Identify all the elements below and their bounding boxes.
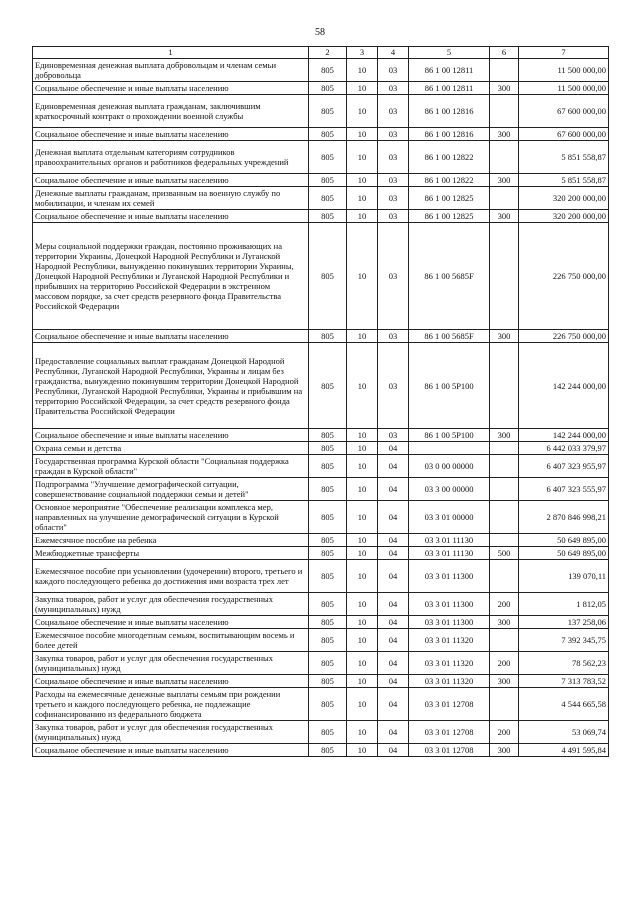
table-row <box>33 442 609 455</box>
row-name: Социальное обеспечение и иные выплаты населению <box>33 210 309 223</box>
row-expense-type: 300 <box>490 744 519 757</box>
row-target-article: 86 1 00 12811 <box>409 82 490 95</box>
row-name: Закупка товаров, работ и услуг для обеспечения государственных (муниципальных) нужд <box>33 652 309 675</box>
page-number: 58 <box>315 27 325 38</box>
table-row <box>33 721 609 744</box>
row-name: Ежемесячное пособие на ребенка <box>33 534 309 547</box>
table-row <box>33 547 609 560</box>
row-admin-code: 805 <box>309 59 347 82</box>
row-target-article: 03 3 01 11300 <box>409 616 490 629</box>
row-target-article: 03 3 01 12708 <box>409 688 490 721</box>
row-admin-code: 805 <box>309 593 347 616</box>
row-name: Ежемесячное пособие многодетным семьям, воспитывающим восемь и более детей <box>33 629 309 652</box>
row-admin-code: 805 <box>309 174 347 187</box>
column-header: 6 <box>490 47 519 59</box>
row-subsection: 04 <box>378 560 409 593</box>
row-name: Социальное обеспечение и иные выплаты населению <box>33 744 309 757</box>
row-amount: 50 649 895,00 <box>519 547 609 560</box>
row-name: Единовременная денежная выплата гражданам, заключившим краткосрочный контракт о прохождении военной службы <box>33 95 309 128</box>
row-amount: 4 491 595,84 <box>519 744 609 757</box>
row-amount: 320 200 000,00 <box>519 210 609 223</box>
row-amount: 6 407 323 955,97 <box>519 455 609 478</box>
row-subsection: 04 <box>378 675 409 688</box>
row-target-article: 03 3 01 11320 <box>409 652 490 675</box>
row-subsection: 04 <box>378 616 409 629</box>
row-amount: 137 258,06 <box>519 616 609 629</box>
row-subsection: 03 <box>378 174 409 187</box>
row-admin-code: 805 <box>309 547 347 560</box>
row-amount: 139 070,11 <box>519 560 609 593</box>
row-subsection: 03 <box>378 223 409 330</box>
row-target-article: 86 1 00 5685F <box>409 330 490 343</box>
row-expense-type <box>490 95 519 128</box>
row-name: Закупка товаров, работ и услуг для обеспечения государственных (муниципальных) нужд <box>33 593 309 616</box>
row-expense-type <box>490 534 519 547</box>
row-target-article: 03 3 01 11130 <box>409 547 490 560</box>
table-row <box>33 501 609 534</box>
column-header: 1 <box>33 47 309 59</box>
row-amount: 67 600 000,00 <box>519 95 609 128</box>
row-admin-code: 805 <box>309 442 347 455</box>
row-subsection: 03 <box>378 330 409 343</box>
row-subsection: 03 <box>378 210 409 223</box>
row-expense-type: 300 <box>490 128 519 141</box>
row-name: Социальное обеспечение и иные выплаты населению <box>33 82 309 95</box>
row-admin-code: 805 <box>309 688 347 721</box>
row-expense-type <box>490 223 519 330</box>
row-admin-code: 805 <box>309 343 347 429</box>
table-row <box>33 343 609 429</box>
row-target-article: 03 3 01 11320 <box>409 629 490 652</box>
row-section: 10 <box>347 688 378 721</box>
row-target-article: 86 1 00 12822 <box>409 174 490 187</box>
table-row <box>33 688 609 721</box>
row-name: Единовременная денежная выплата добровольцам и членам семьи добровольца <box>33 59 309 82</box>
table-row <box>33 210 609 223</box>
row-section: 10 <box>347 223 378 330</box>
column-header: 2 <box>309 47 347 59</box>
row-section: 10 <box>347 675 378 688</box>
row-section: 10 <box>347 141 378 174</box>
column-header: 4 <box>378 47 409 59</box>
row-expense-type <box>490 560 519 593</box>
row-subsection: 03 <box>378 141 409 174</box>
table-row <box>33 59 609 82</box>
row-section: 10 <box>347 593 378 616</box>
row-section: 10 <box>347 82 378 95</box>
table-header-row <box>33 47 609 59</box>
row-amount: 226 750 000,00 <box>519 330 609 343</box>
row-expense-type <box>490 455 519 478</box>
row-name: Расходы на ежемесячные денежные выплаты семьям при рождении третьего и каждого последующего ребенка, не подлежащие софинансированию из федерального бюджета <box>33 688 309 721</box>
row-section: 10 <box>347 330 378 343</box>
table-row <box>33 593 609 616</box>
row-expense-type <box>490 343 519 429</box>
row-section: 10 <box>347 187 378 210</box>
row-name: Основное мероприятие "Обеспечение реализации комплекса мер, направленных на улучшение демографической ситуации в Курской области" <box>33 501 309 534</box>
row-subsection: 04 <box>378 501 409 534</box>
row-admin-code: 805 <box>309 501 347 534</box>
row-subsection: 04 <box>378 629 409 652</box>
row-section: 10 <box>347 534 378 547</box>
row-section: 10 <box>347 547 378 560</box>
row-section: 10 <box>347 652 378 675</box>
table-row <box>33 478 609 501</box>
row-name: Предоставление социальных выплат гражданам Донецкой Народной Республики, Луганской Народной Республики, Украины и лицам без гражданства, вынужденно покинувшим территории Донецкой Народной Республики, Луганской Народной Республики, Украины и прибывшим на территорию Российской Федерации, за счет средств резервного фонда Правительства Российской Федерации <box>33 343 309 429</box>
row-amount: 1 812,05 <box>519 593 609 616</box>
row-target-article: 86 1 00 12811 <box>409 59 490 82</box>
row-section: 10 <box>347 128 378 141</box>
row-expense-type: 300 <box>490 82 519 95</box>
row-admin-code: 805 <box>309 141 347 174</box>
row-target-article: 03 3 01 12708 <box>409 744 490 757</box>
row-expense-type <box>490 442 519 455</box>
row-admin-code: 805 <box>309 210 347 223</box>
row-amount: 7 392 345,75 <box>519 629 609 652</box>
row-subsection: 03 <box>378 95 409 128</box>
row-section: 10 <box>347 560 378 593</box>
table-row <box>33 455 609 478</box>
table-row <box>33 534 609 547</box>
table-row <box>33 675 609 688</box>
row-subsection: 04 <box>378 593 409 616</box>
row-expense-type <box>490 688 519 721</box>
row-amount: 142 244 000,00 <box>519 343 609 429</box>
row-section: 10 <box>347 95 378 128</box>
row-subsection: 04 <box>378 688 409 721</box>
table-row <box>33 652 609 675</box>
row-name: Охрана семьи и детства <box>33 442 309 455</box>
row-target-article: 03 3 01 00000 <box>409 501 490 534</box>
row-expense-type: 300 <box>490 429 519 442</box>
row-section: 10 <box>347 744 378 757</box>
table-row <box>33 744 609 757</box>
row-admin-code: 805 <box>309 128 347 141</box>
row-admin-code: 805 <box>309 744 347 757</box>
row-subsection: 03 <box>378 128 409 141</box>
row-expense-type: 300 <box>490 210 519 223</box>
row-subsection: 04 <box>378 534 409 547</box>
row-expense-type <box>490 629 519 652</box>
row-expense-type <box>490 478 519 501</box>
row-name: Закупка товаров, работ и услуг для обеспечения государственных (муниципальных) нужд <box>33 721 309 744</box>
row-section: 10 <box>347 59 378 82</box>
row-section: 10 <box>347 629 378 652</box>
row-section: 10 <box>347 429 378 442</box>
row-admin-code: 805 <box>309 455 347 478</box>
row-target-article: 03 3 01 12708 <box>409 721 490 744</box>
row-admin-code: 805 <box>309 616 347 629</box>
table-row <box>33 223 609 330</box>
table-row <box>33 330 609 343</box>
row-subsection: 04 <box>378 547 409 560</box>
row-section: 10 <box>347 174 378 187</box>
table-row <box>33 187 609 210</box>
row-admin-code: 805 <box>309 95 347 128</box>
row-admin-code: 805 <box>309 721 347 744</box>
row-admin-code: 805 <box>309 330 347 343</box>
row-section: 10 <box>347 343 378 429</box>
row-name: Социальное обеспечение и иные выплаты населению <box>33 429 309 442</box>
row-expense-type: 300 <box>490 174 519 187</box>
row-admin-code: 805 <box>309 478 347 501</box>
row-name: Социальное обеспечение и иные выплаты населению <box>33 616 309 629</box>
row-target-article: 86 1 00 5685F <box>409 223 490 330</box>
row-target-article: 86 1 00 12822 <box>409 141 490 174</box>
row-amount: 226 750 000,00 <box>519 223 609 330</box>
row-target-article: 86 1 00 5Р100 <box>409 343 490 429</box>
row-admin-code: 805 <box>309 82 347 95</box>
row-target-article: 86 1 00 12825 <box>409 210 490 223</box>
row-amount: 4 544 665,58 <box>519 688 609 721</box>
row-amount: 11 500 000,00 <box>519 82 609 95</box>
row-subsection: 04 <box>378 744 409 757</box>
row-section: 10 <box>347 721 378 744</box>
table-row <box>33 174 609 187</box>
row-name: Меры социальной поддержки граждан, постоянно проживающих на территории Украины, Донецкой Народной Республики и Луганской Народной Республики, вынужденно покинувших территории Украины, Донецкой Народной Республики и Луганской Народной Республики и прибывших на территорию Российской Федерации в экстренном массовом порядке, за счет средств резервного фонда Правительства Российской Федерации <box>33 223 309 330</box>
row-target-article: 03 3 01 11300 <box>409 593 490 616</box>
row-section: 10 <box>347 442 378 455</box>
row-expense-type: 300 <box>490 616 519 629</box>
row-subsection: 03 <box>378 187 409 210</box>
row-admin-code: 805 <box>309 629 347 652</box>
row-admin-code: 805 <box>309 560 347 593</box>
row-name: Социальное обеспечение и иные выплаты населению <box>33 330 309 343</box>
row-target-article <box>409 442 490 455</box>
row-target-article: 03 3 01 11300 <box>409 560 490 593</box>
budget-table <box>32 46 609 757</box>
row-target-article: 86 1 00 12816 <box>409 95 490 128</box>
row-expense-type: 200 <box>490 652 519 675</box>
row-expense-type <box>490 501 519 534</box>
row-admin-code: 805 <box>309 675 347 688</box>
row-admin-code: 805 <box>309 652 347 675</box>
row-subsection: 04 <box>378 721 409 744</box>
row-target-article: 86 1 00 12816 <box>409 128 490 141</box>
row-target-article: 86 1 00 12825 <box>409 187 490 210</box>
row-amount: 11 500 000,00 <box>519 59 609 82</box>
row-expense-type: 200 <box>490 721 519 744</box>
row-subsection: 04 <box>378 455 409 478</box>
row-name: Государственная программа Курской области "Социальная поддержка граждан в Курской области" <box>33 455 309 478</box>
row-amount: 67 600 000,00 <box>519 128 609 141</box>
row-amount: 6 407 323 555,97 <box>519 478 609 501</box>
row-amount: 78 562,23 <box>519 652 609 675</box>
table-row <box>33 429 609 442</box>
row-admin-code: 805 <box>309 187 347 210</box>
row-amount: 5 851 558,87 <box>519 174 609 187</box>
row-amount: 320 200 000,00 <box>519 187 609 210</box>
row-amount: 5 851 558,87 <box>519 141 609 174</box>
table-row <box>33 560 609 593</box>
row-subsection: 04 <box>378 442 409 455</box>
column-header: 7 <box>519 47 609 59</box>
row-expense-type: 300 <box>490 330 519 343</box>
row-amount: 53 069,74 <box>519 721 609 744</box>
row-expense-type <box>490 59 519 82</box>
column-header: 5 <box>409 47 490 59</box>
row-amount: 6 442 033 379,97 <box>519 442 609 455</box>
row-target-article: 03 0 00 00000 <box>409 455 490 478</box>
row-section: 10 <box>347 501 378 534</box>
row-expense-type: 500 <box>490 547 519 560</box>
row-subsection: 03 <box>378 82 409 95</box>
row-name: Подпрограмма "Улучшение демографической ситуации, совершенствование социальной поддержки семьи и детей" <box>33 478 309 501</box>
row-admin-code: 805 <box>309 429 347 442</box>
row-subsection: 03 <box>378 343 409 429</box>
table-row <box>33 616 609 629</box>
row-subsection: 04 <box>378 652 409 675</box>
row-section: 10 <box>347 455 378 478</box>
row-section: 10 <box>347 478 378 501</box>
row-amount: 142 244 000,00 <box>519 429 609 442</box>
row-target-article: 03 3 01 11320 <box>409 675 490 688</box>
row-name: Социальное обеспечение и иные выплаты населению <box>33 675 309 688</box>
table-row <box>33 629 609 652</box>
row-target-article: 86 1 00 5Р100 <box>409 429 490 442</box>
row-expense-type: 200 <box>490 593 519 616</box>
table-row <box>33 141 609 174</box>
row-admin-code: 805 <box>309 223 347 330</box>
row-amount: 2 870 846 998,21 <box>519 501 609 534</box>
row-name: Социальное обеспечение и иные выплаты населению <box>33 128 309 141</box>
row-amount: 50 649 895,00 <box>519 534 609 547</box>
row-target-article: 03 3 01 11130 <box>409 534 490 547</box>
row-name: Ежемесячное пособие при усыновлении (удочерении) второго, третьего и каждого последующего ребенка до достижения ими возраста трех лет <box>33 560 309 593</box>
row-amount: 7 313 783,52 <box>519 675 609 688</box>
column-header: 3 <box>347 47 378 59</box>
row-expense-type <box>490 141 519 174</box>
row-section: 10 <box>347 616 378 629</box>
row-admin-code: 805 <box>309 534 347 547</box>
row-target-article: 03 3 00 00000 <box>409 478 490 501</box>
row-section: 10 <box>347 210 378 223</box>
row-name: Межбюджетные трансферты <box>33 547 309 560</box>
row-subsection: 03 <box>378 429 409 442</box>
row-expense-type: 300 <box>490 675 519 688</box>
table-row <box>33 128 609 141</box>
row-name: Социальное обеспечение и иные выплаты населению <box>33 174 309 187</box>
table-row <box>33 95 609 128</box>
row-name: Денежные выплаты гражданам, призванным на военную службу по мобилизации, и членам их семей <box>33 187 309 210</box>
row-subsection: 04 <box>378 478 409 501</box>
row-name: Денежная выплата отдельным категориям сотрудников правоохранительных органов и работников федеральных учреждений <box>33 141 309 174</box>
table-row <box>33 82 609 95</box>
row-expense-type <box>490 187 519 210</box>
row-subsection: 03 <box>378 59 409 82</box>
